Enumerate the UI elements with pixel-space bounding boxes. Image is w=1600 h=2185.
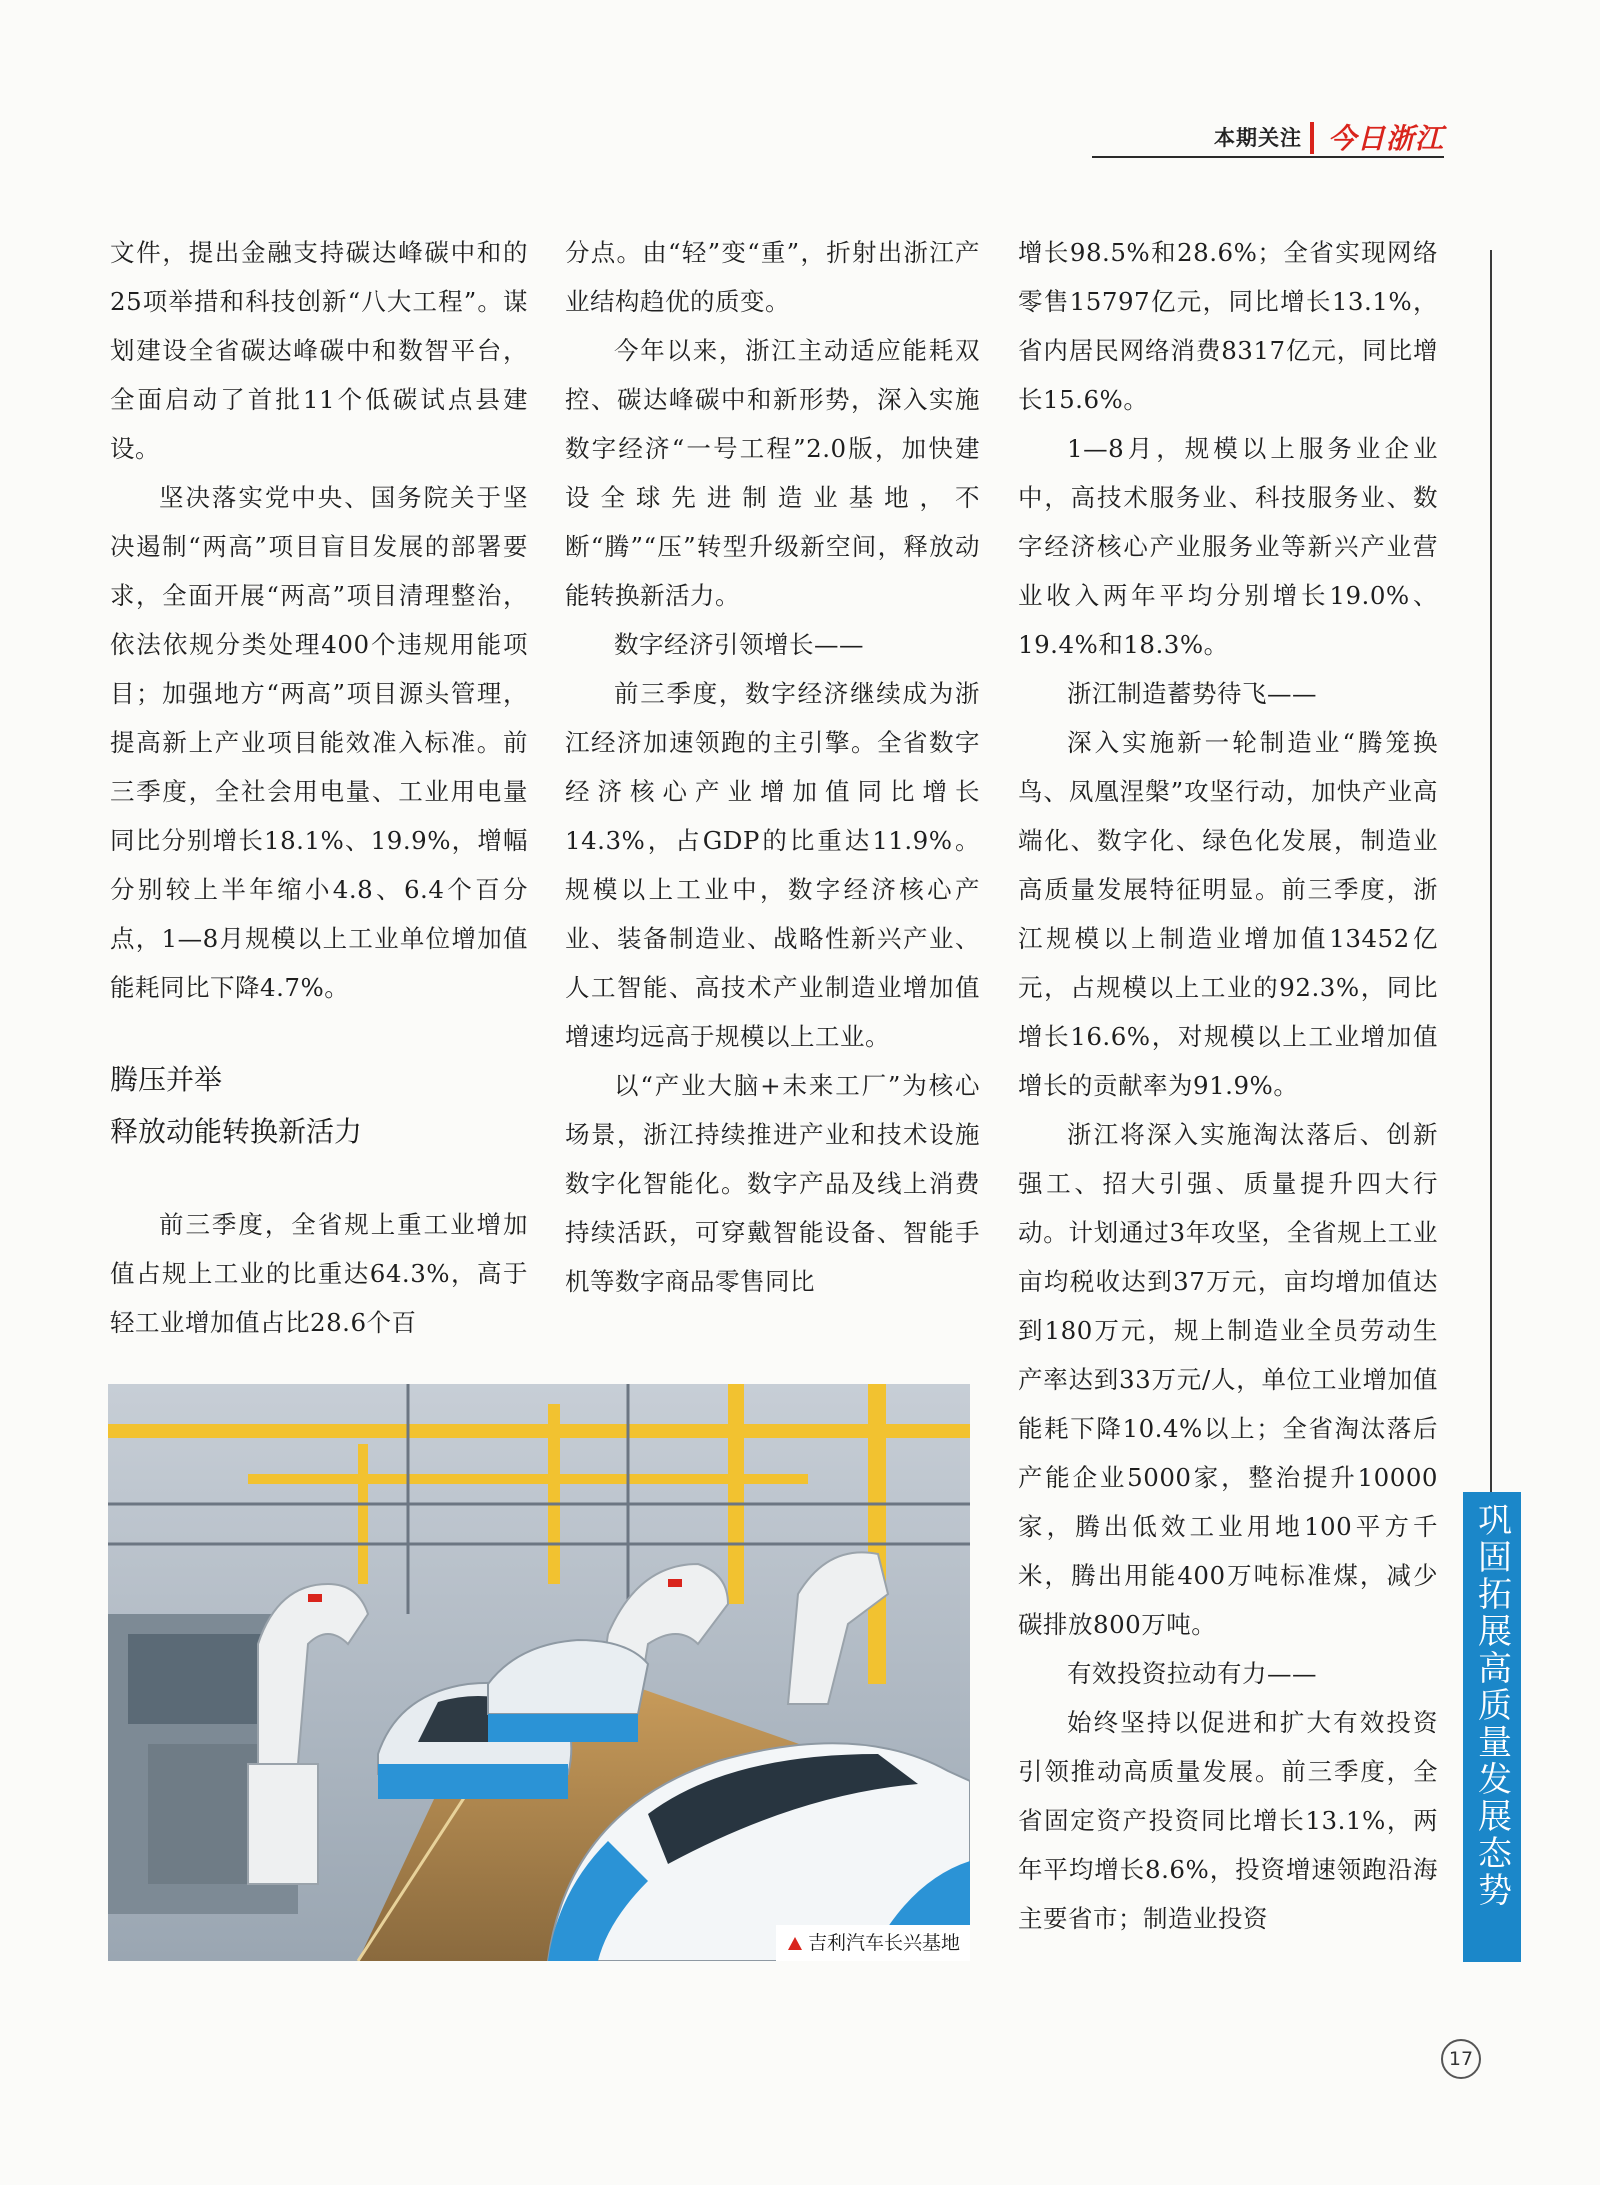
subheading-investment: 有效投资拉动有力—— [1067,1659,1317,1688]
photo-caption-text: 吉利汽车长兴基地 [807,1932,960,1954]
section-heading-line-2: 释放动能转换新活力 [110,1115,363,1148]
col2-paragraph-1: 分点。由“轻”变“重”，折射出浙江产业结构趋优的质变。 [565,238,980,316]
factory-photo [108,1384,970,1961]
section-heading [110,1054,528,1158]
section-heading-line-1: 腾压并举 [110,1063,223,1096]
header-rule [1092,156,1444,158]
sidebar-rule [1490,250,1492,1495]
col3-paragraph-3: 深入实施新一轮制造业“腾笼换鸟、凤凰涅槃”攻坚行动，加快产业高端化、数字化、绿色化发展，制造业高质量发展特征明显。前三季度，浙江规模以上制造业增加值13452亿元，占规模以上工业的92.3%，同比增长16.6%，对规模以上工业增加值增长的贡献率为91.9%。 [1018,728,1438,1100]
col2-paragraph-2: 今年以来，浙江主动适应能耗双控、碳达峰碳中和新形势，深入实施数字经济“一号工程”2.0版，加快建设全球先进制造业基地，不断“腾”“压”转型升级新空间，释放动能转换新活力。 [565,336,980,610]
col3-paragraph-1: 增长98.5%和28.6%；全省实现网络零售15797亿元，同比增长13.1%，省内居民网络消费8317亿元，同比增长15.6%。 [1018,238,1438,414]
col1-paragraph-3: 前三季度，全省规上重工业增加值占规上工业的比重达64.3%，高于轻工业增加值占比28.6个百 [110,1210,528,1337]
page-header [1092,120,1444,158]
photo-caption [776,1925,970,1961]
col1-paragraph-1: 文件，提出金融支持碳达峰碳中和的25项举措和科技创新“八大工程”。谋划建设全省碳达峰碳中和数智平台，全面启动了首批11个低碳试点县建设。 [110,238,528,463]
section-label: 本期关注 [1214,126,1302,150]
subheading-manufacturing: 浙江制造蓄势待飞—— [1067,679,1317,708]
col3-paragraph-5: 始终坚持以促进和扩大有效投资引领推动高质量发展。前三季度，全省固定资产投资同比增长13.1%，两年平均增长8.6%，投资增速领跑沿海主要省市；制造业投资 [1018,1708,1438,1933]
sidebar-label: 巩固拓展高质量发展态势 [1471,1502,1512,1909]
column-3 [1018,228,1438,1943]
col2-paragraph-3: 前三季度，数字经济继续成为浙江经济加速领跑的主引擎。全省数字经济核心产业增加值同比增长14.3%，占GDP的比重达11.9%。规模以上工业中，数字经济核心产业、装备制造业、战略性新兴产业、人工智能、高技术产业制造业增加值增速均远高于规模以上工业。 [565,679,980,1051]
col1-paragraph-2: 坚决落实党中央、国务院关于坚决遏制“两高”项目盲目发展的部署要求，全面开展“两高”项目清理整治，依法依规分类处理400个违规用能项目；加强地方“两高”项目源头管理，提高新上产业项目能效准入标准。前三季度，全社会用电量、工业用电量同比分别增长18.1%、19.9%，增幅分别较上半年缩小4.8、6.4个百分点，1—8月规模以上工业单位增加值能耗同比下降4.7%。 [110,483,528,1002]
header-separator [1310,122,1314,154]
col3-paragraph-4: 浙江将深入实施淘汰落后、创新强工、招大引强、质量提升四大行动。计划通过3年攻坚，全省规上工业亩均税收达到37万元，亩均增加值达到180万元，规上制造业全员劳动生产率达到33万元/人，单位工业增加值能耗下降10.4%以上；全省淘汰落后产能企业5000家，整治提升10000家，腾出低效工业用地100平方千米，腾出用能400万吨标准煤，减少碳排放800万吨。 [1018,1120,1438,1639]
magazine-logo: 今日浙江 [1327,122,1444,155]
sidebar-tab [1463,1492,1521,1962]
subheading-digital-economy: 数字经济引领增长—— [614,630,864,659]
column-2 [565,228,980,1306]
triangle-marker-icon [788,1937,802,1950]
col2-paragraph-4: 以“产业大脑+未来工厂”为核心场景，浙江持续推进产业和技术设施数字化智能化。数字产品及线上消费持续活跃，可穿戴智能设备、智能手机等数字商品零售同比 [565,1071,980,1296]
page-number: 17 [1441,2039,1481,2079]
car-assembly-line-illustration [108,1384,970,1961]
column-1 [110,228,528,1347]
col3-paragraph-2: 1—8月，规模以上服务业企业中，高技术服务业、科技服务业、数字经济核心产业服务业等新兴产业营业收入两年平均分别增长19.0%、19.4%和18.3%。 [1018,434,1438,659]
